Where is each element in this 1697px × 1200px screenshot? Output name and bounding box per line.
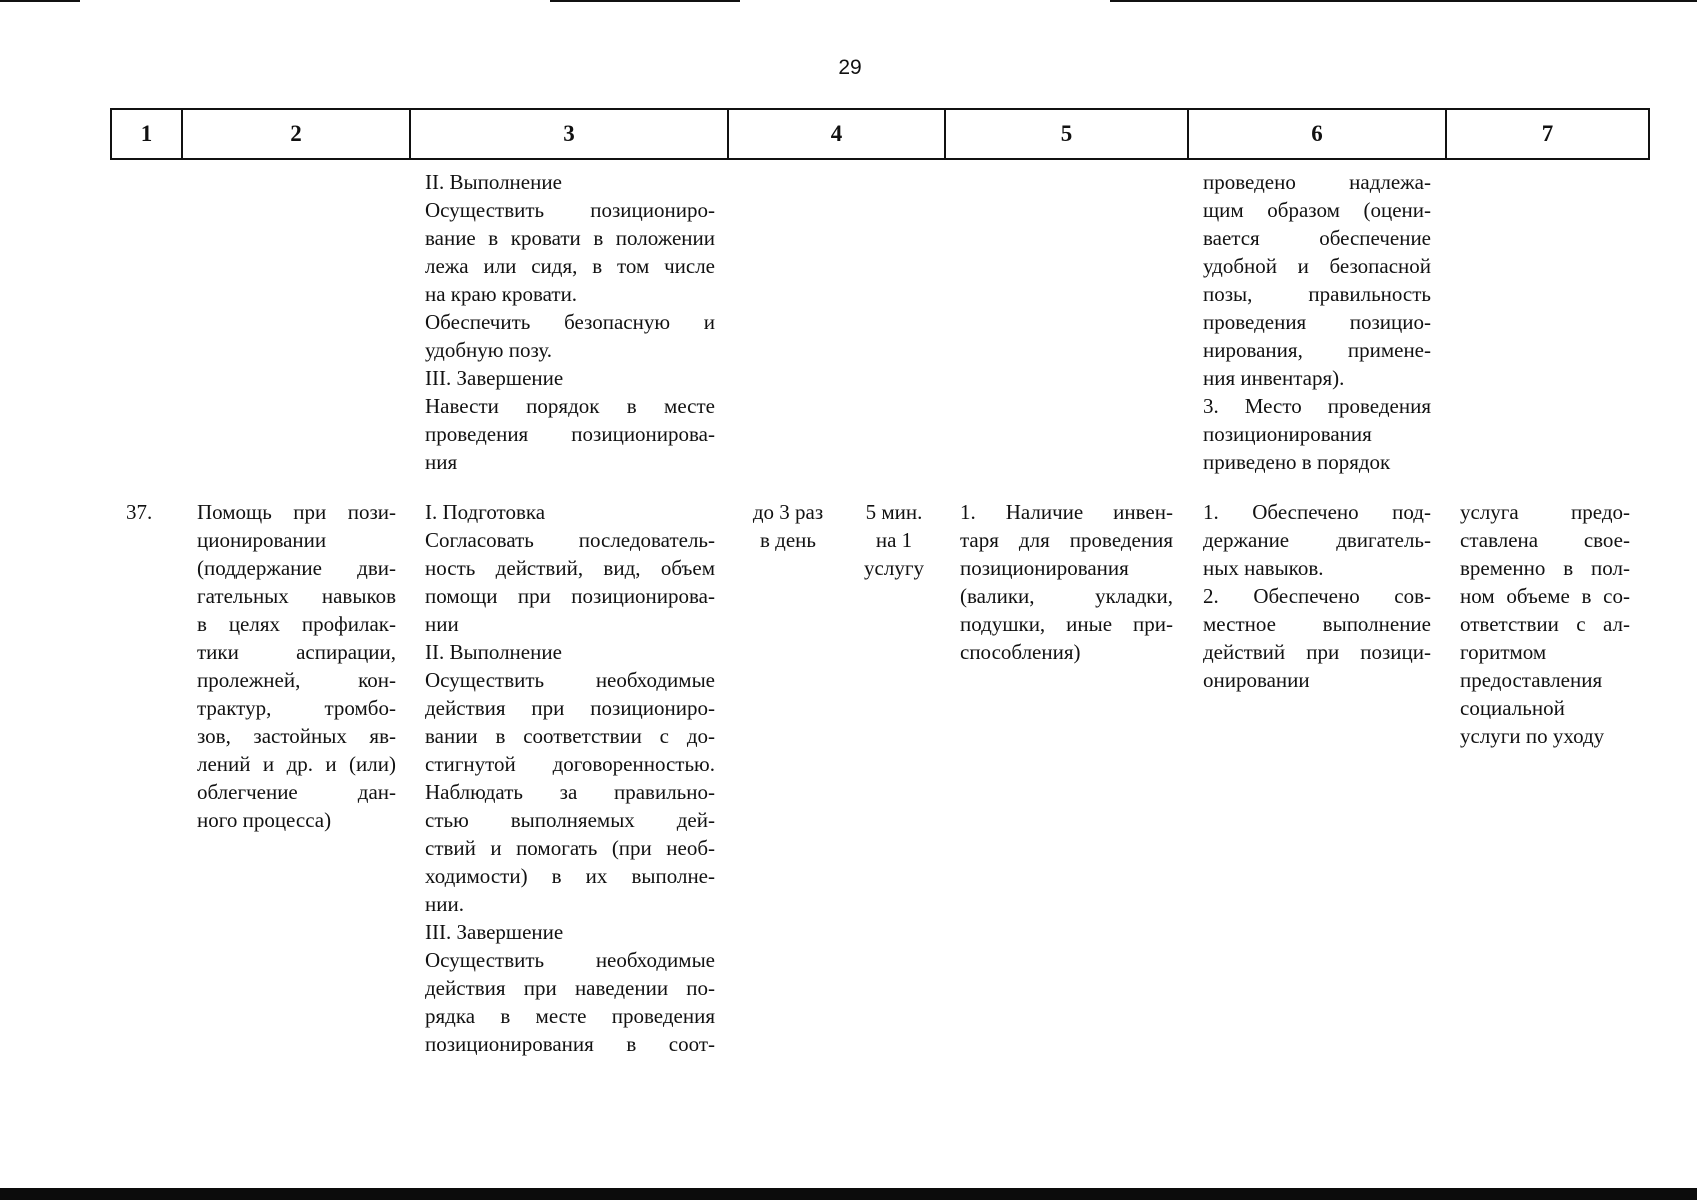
text-line: услуги по уходу: [1460, 724, 1605, 748]
text-line: рядка в месте проведения: [425, 1004, 715, 1028]
text-line: щим образом (оцени-: [1203, 198, 1431, 222]
column-header-table: [110, 108, 1650, 160]
column-header-7: 7: [1446, 109, 1649, 159]
text-line: Обеспечить безопасную и: [425, 310, 715, 334]
text-line: ответствии с ал-: [1460, 612, 1630, 636]
text-line: лежа или сидя, в том числе: [425, 254, 715, 278]
text-line: ных навыков.: [1203, 556, 1324, 580]
text-line: до 3 раз: [752, 500, 824, 524]
text-line: 5 мин.: [865, 500, 923, 524]
text-line: подушки, иные при-: [960, 612, 1173, 636]
text-line: Осуществить необходимые: [425, 948, 715, 972]
text-line: ного процесса): [197, 808, 332, 832]
service-duration: [855, 498, 933, 582]
continued-row-procedure: [425, 168, 715, 476]
text-line: Наблюдать за правильно-: [425, 780, 715, 804]
text-line: удобной и безопасной: [1203, 254, 1431, 278]
page-number: 29: [838, 56, 862, 79]
text-line: местное выполнение: [1203, 612, 1431, 636]
text-line: вании в соответствии с до-: [425, 724, 715, 748]
text-line: стигнутой договоренностью.: [425, 752, 715, 776]
column-header-row: [111, 109, 1649, 159]
text-line: II. Выполнение: [425, 640, 562, 664]
top-edge-line: [1110, 0, 1697, 2]
text-line: 1. Наличие инвен-: [960, 500, 1173, 524]
service-name: [197, 498, 396, 834]
column-header-5: 5: [945, 109, 1188, 159]
service-procedure: [425, 498, 715, 1058]
text-line: проведено надлежа-: [1203, 170, 1431, 194]
text-line: способления): [960, 640, 1081, 664]
text-line: тики аспирации,: [197, 640, 396, 664]
text-line: III. Завершение: [425, 366, 564, 390]
text-line: действий при позици-: [1203, 640, 1431, 664]
text-line: горитмом: [1460, 640, 1547, 664]
text-line: позиционирования в соот-: [425, 1032, 715, 1056]
text-line: пролежней, кон-: [197, 668, 396, 692]
text-line: гательных навыков: [197, 584, 396, 608]
text-line: ходимости) в их выполне-: [425, 864, 715, 888]
text-line: лений и др. и (или): [197, 752, 396, 776]
column-header-3: 3: [410, 109, 728, 159]
text-line: проведения позиционирова-: [425, 422, 715, 446]
text-line: ставлена свое-: [1460, 528, 1630, 552]
text-line: удобную позу.: [425, 338, 552, 362]
text-line: услугу: [864, 556, 924, 580]
text-line: ния инвентаря).: [1203, 366, 1345, 390]
text-line: держание двигатель-: [1203, 528, 1431, 552]
text-line: Помощь при пози-: [197, 500, 396, 524]
text-line: нии: [425, 612, 459, 636]
text-line: Согласовать последователь-: [425, 528, 715, 552]
text-line: позы, правильность: [1203, 282, 1431, 306]
scan-bottom-edge: [0, 1188, 1697, 1200]
text-line: III. Завершение: [425, 920, 564, 944]
text-line: помощи при позиционирова-: [425, 584, 715, 608]
text-line: на краю кровати.: [425, 282, 578, 306]
continued-row-quality-indicators: [1203, 168, 1431, 476]
text-line: вается обеспечение: [1203, 226, 1431, 250]
text-line: социальной: [1460, 696, 1565, 720]
text-line: 1. Обеспечено под-: [1203, 500, 1431, 524]
text-line: трактур, тромбо-: [197, 696, 396, 720]
text-line: 3. Место проведения: [1203, 394, 1431, 418]
text-line: проведения позицио-: [1203, 310, 1431, 334]
text-line: услуга предо-: [1460, 500, 1630, 524]
service-frequency: [740, 498, 836, 554]
text-line: 2. Обеспечено сов-: [1203, 584, 1431, 608]
text-line: ния: [425, 450, 458, 474]
column-header-1: 1: [111, 109, 182, 159]
text-line: приведено в порядок: [1203, 450, 1391, 474]
service-conditions: [960, 498, 1173, 666]
text-line: ном объеме в со-: [1460, 584, 1630, 608]
text-line: позиционирования: [1203, 422, 1372, 446]
text-line: ность действий, вид, объем: [425, 556, 715, 580]
text-line: II. Выполнение: [425, 170, 562, 194]
text-line: в день: [760, 528, 816, 552]
text-line: нирования, примене-: [1203, 338, 1431, 362]
text-line: таря для проведения: [960, 528, 1173, 552]
text-line: в целях профилак-: [197, 612, 396, 636]
text-line: позиционирования: [960, 556, 1129, 580]
text-line: Навести порядок в месте: [425, 394, 715, 418]
text-line: временно в пол-: [1460, 556, 1630, 580]
text-line: онировании: [1203, 668, 1310, 692]
text-line: I. Подготовка: [425, 500, 546, 524]
column-header-6: 6: [1188, 109, 1446, 159]
text-line: Осуществить необходимые: [425, 668, 715, 692]
text-line: (валики, укладки,: [960, 584, 1173, 608]
text-line: облегчение дан-: [197, 780, 396, 804]
text-line: ционировании: [197, 528, 327, 552]
service-evaluation: [1460, 498, 1630, 750]
text-line: ствий и помогать (при необ-: [425, 836, 715, 860]
text-line: Осуществить позициониро-: [425, 198, 715, 222]
text-line: действия при позициониро-: [425, 696, 715, 720]
text-line: действия при наведении по-: [425, 976, 715, 1000]
text-line: стью выполняемых дей-: [425, 808, 715, 832]
text-line: зов, застойных яв-: [197, 724, 396, 748]
text-line: нии.: [425, 892, 464, 916]
text-line: на 1: [875, 528, 913, 552]
column-header-2: 2: [182, 109, 410, 159]
text-line: вание в кровати в положении: [425, 226, 715, 250]
service-quality-indicators: [1203, 498, 1431, 694]
text-line: (поддержание дви-: [197, 556, 396, 580]
column-header-4: 4: [728, 109, 945, 159]
text-line: предоставления: [1460, 668, 1603, 692]
row-number: 37.: [126, 500, 153, 524]
top-edge-line: [0, 0, 80, 2]
top-edge-line: [550, 0, 740, 2]
